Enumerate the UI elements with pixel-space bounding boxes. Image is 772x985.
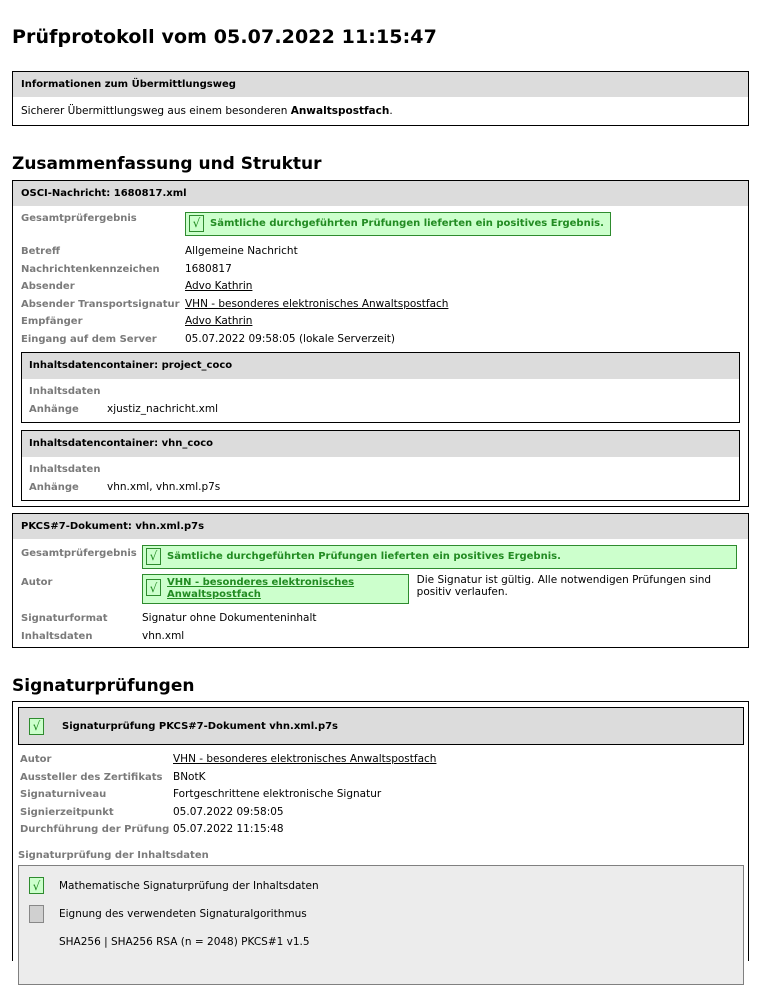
row-label: Gesamtprüfergebnis [21,548,137,559]
row-label: Nachrichtenkennzeichen [21,263,160,275]
author-signature-note: Die Signatur ist gültig. Alle notwendigen Prüfungen sind positiv verlaufen. [416,574,712,598]
container-row-attachments [29,479,732,497]
content-check-label: Mathematische Signaturprüfung der Inhaltsdaten [59,879,319,892]
overall-result-badge: √ Sämtliche durchgeführten Prüfungen lieferten ein positives Ergebnis. [185,212,611,236]
overall-result-badge: √ Sämtliche durchgeführten Prüfungen lieferten ein positives Ergebnis. [142,545,737,569]
row-label: Autor [20,754,52,765]
row-value: 05.07.2022 09:58:05 (lokale Serverzeit) [185,332,395,345]
signature-check-title: Signaturprüfung PKCS#7-Dokument vhn.xml.p7s [62,720,339,732]
content-check-item [29,874,733,898]
signature-row-issuer [20,769,741,787]
content-check-item [29,902,733,926]
osci-row-transport-signature [21,296,740,314]
check-icon: √ [29,718,44,735]
row-value: 05.07.2022 11:15:48 [173,823,284,835]
attachments-value: xjustiz_nachricht.xml [107,402,219,415]
attachments-value: vhn.xml, vhn.xml.p7s [107,480,221,493]
neutral-status-icon [29,905,44,923]
row-label: Durchführung der Prüfung [20,824,170,835]
check-icon: √ [29,877,44,894]
signature-row-level [20,786,741,804]
signature-row-signing-time [20,804,741,822]
row-label: Absender Transportsignatur [21,298,180,310]
row-label: Betreff [21,246,60,257]
container-row-content [29,461,732,479]
signature-check-header [18,707,744,745]
content-container-header: Inhaltsdatencontainer: project_coco [22,353,739,379]
signature-check-box [12,701,749,961]
check-icon: √ [189,215,204,232]
row-label: Empfänger [21,316,83,327]
row-value: Fortgeschrittene elektronische Signatur [173,788,382,800]
content-check-title: Signaturprüfung der Inhaltsdaten [18,849,209,861]
row-label: Autor [21,577,53,588]
row-label: Eingang auf dem Server [21,333,157,345]
row-value: 05.07.2022 09:58:05 [173,805,284,818]
row-label: Signaturformat [21,613,108,624]
transmission-info-box [12,71,749,126]
pkcs-document-header: PKCS#7-Dokument: vhn.xml.p7s [13,514,748,539]
page-title: Prüfprotokoll vom 05.07.2022 11:15:47 [12,26,437,48]
osci-row-result [21,210,740,243]
row-value: Allgemeine Nachricht [185,245,298,257]
container-row-content [29,383,732,401]
row-label: Absender [21,281,75,292]
row-value: vhn.xml [142,629,185,642]
pkcs-row-format [21,610,740,628]
row-label: Signierzeitpunkt [20,806,114,818]
transmission-info-text: Sicherer Übermittlungsweg aus einem besonderen Anwaltspostfach. [21,105,393,117]
row-label: Gesamtprüfergebnis [21,213,137,224]
row-label: Anhänge [29,481,79,493]
osci-row-subject [21,243,740,261]
content-check-label: Eignung des verwendeten Signaturalgorithmus [59,907,307,920]
pkcs-row-author [21,574,740,610]
row-label: Inhaltsdaten [21,630,93,642]
row-label: Signaturniveau [20,789,107,800]
signature-row-author [20,751,741,769]
transport-signature-link[interactable]: VHN - besonderes elektronisches Anwaltspostfach [185,297,449,310]
pkcs-row-result [21,545,740,574]
author-result-badge [142,574,409,604]
content-container-box [21,352,740,423]
algorithm-value: SHA256 | SHA256 RSA (n = 2048) PKCS#1 v1.5 [59,935,310,948]
transmission-info-header: Informationen zum Übermittlungsweg [13,72,748,97]
author-link[interactable]: VHN - besonderes elektronisches Anwaltspostfach [173,753,437,765]
content-container-header: Inhaltsdatencontainer: vhn_coco [22,431,739,457]
transmission-mailbox-type: Anwaltspostfach [290,105,390,117]
row-label: Inhaltsdaten [29,464,101,475]
container-row-attachments [29,401,732,419]
row-value: Signatur ohne Dokumenteninhalt [142,612,317,624]
pkcs-document-box [12,513,749,648]
osci-row-sender [21,278,740,296]
row-value: 1680817 [185,262,232,275]
osci-row-recipient [21,313,740,331]
osci-message-box [12,180,749,507]
row-label: Aussteller des Zertifikats [20,771,163,783]
row-value: BNotK [173,770,206,783]
osci-row-message-id [21,261,740,279]
check-icon: √ [146,548,161,565]
signatures-heading: Signaturprüfungen [12,676,195,696]
row-label: Inhaltsdaten [29,386,101,397]
check-icon: √ [146,579,161,596]
osci-row-server-receipt [21,331,740,349]
content-container-box [21,430,740,501]
pkcs-row-content [21,628,740,646]
osci-message-header: OSCI-Nachricht: 1680817.xml [13,181,748,206]
row-label: Anhänge [29,403,79,415]
signature-row-check-time [20,821,741,839]
sender-link[interactable]: Advo Kathrin [185,280,253,292]
recipient-link[interactable]: Advo Kathrin [185,315,253,327]
content-check-panel [18,865,744,985]
summary-heading: Zusammenfassung und Struktur [12,154,322,174]
author-link[interactable]: VHN - besonderes elektronisches Anwaltspostfach [167,577,355,600]
